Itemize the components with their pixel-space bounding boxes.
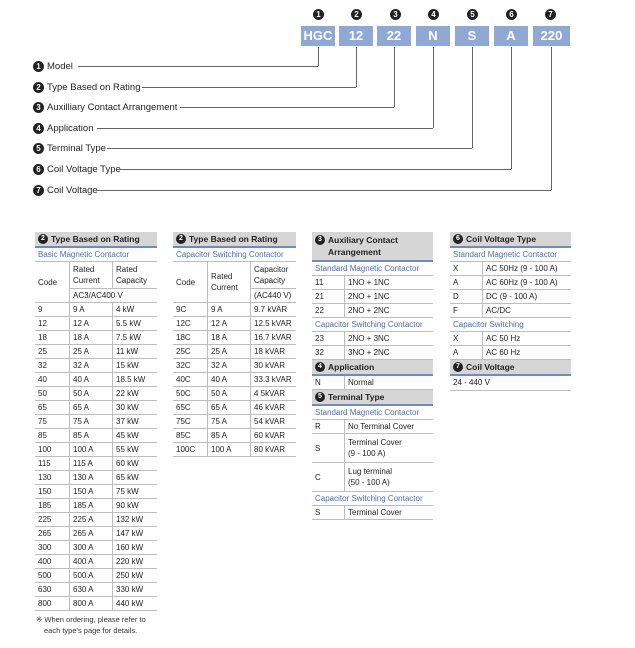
table-cell: 55 kW	[113, 443, 158, 457]
col-header: Code	[35, 262, 70, 303]
note-line: each type's page for details.	[44, 626, 138, 635]
section-bullet: 7	[453, 362, 463, 372]
legend-model	[33, 59, 73, 73]
table-cell: 32	[35, 359, 70, 373]
table-cell: 85 A	[70, 429, 113, 443]
table-cell: 32 A	[70, 359, 113, 373]
coil-voltage-value: 24 - 440 V	[450, 376, 571, 391]
code-number-3: 3	[390, 9, 401, 20]
table-cell: 150	[35, 485, 70, 499]
table-row	[450, 262, 571, 276]
table-cell: 147 kW	[113, 527, 158, 541]
table-cell: 60 kW	[113, 457, 158, 471]
table-cell: 4 5kVAR	[251, 387, 297, 401]
terminal-grid-capacitor	[312, 506, 433, 520]
table-row	[173, 373, 296, 387]
table-cell: 33.3 kVAR	[251, 373, 297, 387]
aux-subtitle-capacitor: Capacitor Switching Contactor	[312, 318, 433, 332]
table-cell: 40 A	[70, 373, 113, 387]
table-cell: 75C	[173, 415, 208, 429]
table-row	[173, 303, 296, 317]
table-cell: 32C	[173, 359, 208, 373]
table-cell: 130	[35, 471, 70, 485]
table-row	[35, 317, 157, 331]
legend-bullet: 7	[33, 185, 44, 196]
table-cell: 18 A	[208, 331, 251, 345]
connector-line	[180, 107, 394, 108]
table-cell: Normal	[345, 376, 434, 390]
table-row	[35, 597, 157, 611]
code-segment-model: HGC	[301, 26, 335, 46]
cell-line: (9 - 100 A)	[348, 449, 386, 458]
table-cell: 21	[312, 290, 345, 304]
legend-label: Coil Voltage	[47, 184, 98, 196]
table-cell: 250 kW	[113, 569, 158, 583]
connector-line	[120, 169, 511, 170]
table-cell: 75	[35, 415, 70, 429]
table-cell: 65C	[173, 401, 208, 415]
table-cell: 46 kVAR	[251, 401, 297, 415]
table-row	[312, 332, 433, 346]
table-cell: 85 A	[208, 429, 251, 443]
table-cell: 9	[35, 303, 70, 317]
table-row	[35, 555, 157, 569]
legend-bullet: 1	[33, 61, 44, 72]
table-header-row	[173, 262, 296, 289]
table-cell: S	[312, 506, 345, 520]
table-cell: 225	[35, 513, 70, 527]
terminal-subtitle-capacitor: Capacitor Switching Contactor	[312, 492, 433, 506]
table-cell: 115 A	[70, 457, 113, 471]
col-header: Capacitor Capacity	[251, 262, 297, 289]
code-segment-coil-type: A	[494, 26, 528, 46]
table-row	[312, 304, 433, 318]
table-cell: AC 50 Hz	[483, 332, 572, 346]
terminal-grid-standard	[312, 420, 433, 492]
table-cell: 45 kW	[113, 429, 158, 443]
legend-label: Model	[47, 60, 73, 72]
table-cell: 115	[35, 457, 70, 471]
application-grid	[312, 376, 433, 390]
table-row	[312, 290, 433, 304]
table-row	[35, 527, 157, 541]
table-cell: 7.5 kW	[113, 331, 158, 345]
connector-line	[511, 47, 512, 169]
table-cell: 30 kW	[113, 401, 158, 415]
table-cell: 40	[35, 373, 70, 387]
table-cell: R	[312, 420, 345, 434]
table-cell: 12.5 kVAR	[251, 317, 297, 331]
section-bullet: 5	[315, 392, 325, 402]
table-cell: 22	[312, 304, 345, 318]
connector-line	[356, 47, 357, 87]
table-row	[173, 387, 296, 401]
table-cell: 330 kW	[113, 583, 158, 597]
connector-line	[142, 87, 356, 88]
aux-subtitle-standard: Standard Magnetic Contactor	[312, 262, 433, 276]
table-cell: 75 A	[70, 415, 113, 429]
table-cell: 100	[35, 443, 70, 457]
table-cell: 65	[35, 401, 70, 415]
table-cell: 18	[35, 331, 70, 345]
connector-line	[433, 47, 434, 128]
terminal-header	[312, 390, 433, 406]
table-row	[35, 443, 157, 457]
table-cell: 65 A	[70, 401, 113, 415]
col-header: Code	[173, 262, 208, 303]
rating-capacitor-subtitle: Capacitor Switching Contactor	[173, 248, 296, 262]
table-row	[173, 317, 296, 331]
table-cell: 85C	[173, 429, 208, 443]
connector-line	[97, 190, 551, 191]
coil-table	[450, 232, 571, 391]
table-cell: 9 A	[70, 303, 113, 317]
table-cell	[345, 463, 434, 492]
table-cell: 15 kW	[113, 359, 158, 373]
table-row	[35, 359, 157, 373]
legend-label: Terminal Type	[47, 142, 106, 154]
section-title: Type Based on Rating	[189, 234, 278, 244]
section-bullet: 3	[315, 235, 325, 245]
table-cell: AC 60Hz (9 - 100 A)	[483, 276, 572, 290]
legend-application	[33, 121, 93, 135]
table-cell: 400	[35, 555, 70, 569]
rating-capacitor-header	[173, 232, 296, 248]
table-cell: 100 A	[208, 443, 251, 457]
table-cell: 4 kW	[113, 303, 158, 317]
table-cell: 65 kW	[113, 471, 158, 485]
col-header: Rated Current	[70, 262, 113, 289]
cell-line: (50 - 100 A)	[348, 478, 390, 487]
table-cell: 5.5 kW	[113, 317, 158, 331]
table-cell: 32 A	[208, 359, 251, 373]
table-cell: 500 A	[70, 569, 113, 583]
table-cell: 37 kW	[113, 415, 158, 429]
table-row	[35, 541, 157, 555]
code-number-4: 4	[428, 9, 439, 20]
table-cell: 18 A	[70, 331, 113, 345]
table-cell: AC/DC	[483, 304, 572, 318]
table-header-row	[35, 262, 157, 289]
coil-voltage-header	[450, 360, 571, 376]
table-cell: 12C	[173, 317, 208, 331]
legend-label: Coil Voltage Type	[47, 163, 121, 175]
col-header: (AC440 V)	[251, 289, 297, 303]
aux-grid-standard	[312, 276, 433, 318]
connector-line	[318, 47, 319, 66]
table-cell: 12 A	[70, 317, 113, 331]
table-cell: 12	[35, 317, 70, 331]
legend-terminal	[33, 141, 106, 155]
table-cell: 100 A	[70, 443, 113, 457]
table-row	[312, 463, 433, 492]
connector-line	[394, 47, 395, 107]
table-cell: 185 A	[70, 499, 113, 513]
terminal-subtitle-standard: Standard Magnetic Contactor	[312, 406, 433, 420]
table-cell: Terminal Cover	[345, 506, 434, 520]
table-row	[35, 387, 157, 401]
connector-line	[107, 148, 472, 149]
legend-label: Application	[47, 122, 94, 134]
table-row	[173, 415, 296, 429]
legend-bullet: 4	[33, 123, 44, 134]
table-row	[173, 443, 296, 457]
code-segment-aux: 22	[377, 26, 411, 46]
table-row	[450, 304, 571, 318]
table-cell: D	[450, 290, 483, 304]
cell-line: Lug terminal	[348, 467, 393, 476]
legend-bullet: 2	[33, 82, 44, 93]
rating-capacitor-table	[173, 232, 296, 457]
table-cell: 75 A	[208, 415, 251, 429]
cell-line: Terminal Cover	[348, 438, 402, 447]
table-cell: X	[450, 332, 483, 346]
connector-line	[97, 128, 433, 129]
table-cell: S	[312, 434, 345, 463]
table-cell: 16.7 kVAR	[251, 331, 297, 345]
note-line: ※ When ordering, please refer to	[36, 615, 146, 624]
code-segment-terminal: S	[455, 26, 489, 46]
table-row	[35, 513, 157, 527]
col-header: Rated Capacity	[113, 262, 158, 289]
table-cell: 130 A	[70, 471, 113, 485]
table-cell: 300	[35, 541, 70, 555]
table-row	[35, 583, 157, 597]
table-cell: 11 kW	[113, 345, 158, 359]
code-number-6: 6	[506, 9, 517, 20]
table-cell: 80 kVAR	[251, 443, 297, 457]
table-cell: 25C	[173, 345, 208, 359]
table-cell: 54 kVAR	[251, 415, 297, 429]
table-cell: DC (9 - 100 A)	[483, 290, 572, 304]
table-cell: 65 A	[208, 401, 251, 415]
table-cell: 300 A	[70, 541, 113, 555]
table-cell: 500	[35, 569, 70, 583]
coil-type-subtitle-standard: Standard Magnetic Contactor	[450, 248, 571, 262]
legend-label: Auxilliary Contact Arrangement	[47, 101, 178, 113]
table-cell: 18C	[173, 331, 208, 345]
coil-type-subtitle-capacitor: Capacitor Switching	[450, 318, 571, 332]
table-cell: 800	[35, 597, 70, 611]
legend-coil-type	[33, 162, 121, 176]
section-title: Type Based on Rating	[51, 234, 140, 244]
table-cell: 9C	[173, 303, 208, 317]
table-cell: 11	[312, 276, 345, 290]
table-cell: 3NO + 2NC	[345, 346, 434, 360]
table-cell: 440 kW	[113, 597, 158, 611]
table-row	[35, 345, 157, 359]
table-cell: 18 kVAR	[251, 345, 297, 359]
coil-type-grid-capacitor	[450, 332, 571, 360]
section-bullet: 6	[453, 234, 463, 244]
section-title: Terminal Type	[328, 392, 385, 402]
section-bullet: 2	[176, 234, 186, 244]
table-row	[35, 401, 157, 415]
table-row	[173, 429, 296, 443]
table-cell: 25	[35, 345, 70, 359]
coil-type-header	[450, 232, 571, 248]
application-header	[312, 360, 433, 376]
table-cell: 90 kW	[113, 499, 158, 513]
table-row	[35, 331, 157, 345]
code-segment-rating: 12	[339, 26, 373, 46]
table-cell: 25 A	[208, 345, 251, 359]
table-cell: 2NO + 3NC	[345, 332, 434, 346]
aux-table	[312, 232, 433, 520]
table-cell: 23	[312, 332, 345, 346]
table-cell: 9.7 kVAR	[251, 303, 297, 317]
table-cell: F	[450, 304, 483, 318]
connector-line	[472, 47, 473, 148]
table-cell: 75 kW	[113, 485, 158, 499]
legend-coil-voltage	[33, 183, 98, 197]
table-row	[450, 290, 571, 304]
table-row	[450, 346, 571, 360]
aux-header	[312, 232, 433, 262]
table-cell: 40C	[173, 373, 208, 387]
table-cell: 22 kW	[113, 387, 158, 401]
table-row	[312, 434, 433, 463]
connector-line	[551, 47, 552, 190]
table-cell: A	[450, 276, 483, 290]
table-cell: 30 kVAR	[251, 359, 297, 373]
legend-aux	[33, 100, 177, 114]
table-cell: 9 A	[208, 303, 251, 317]
table-row	[35, 471, 157, 485]
table-cell: 1NO + 1NC	[345, 276, 434, 290]
table-row	[173, 401, 296, 415]
code-segment-coil-voltage: 220	[533, 26, 570, 46]
table-row	[35, 373, 157, 387]
table-row	[35, 499, 157, 513]
table-row	[450, 276, 571, 290]
table-cell: C	[312, 463, 345, 492]
table-row	[35, 415, 157, 429]
table-cell	[345, 434, 434, 463]
section-bullet: 4	[315, 362, 325, 372]
table-row	[312, 420, 433, 434]
section-title: Coil Voltage	[466, 362, 515, 372]
table-row	[312, 506, 433, 520]
rating-basic-header	[35, 232, 157, 248]
table-row	[312, 376, 433, 390]
table-cell: 12 A	[208, 317, 251, 331]
table-cell: 18.5 kW	[113, 373, 158, 387]
legend-rating	[33, 80, 140, 94]
table-cell: 265	[35, 527, 70, 541]
legend-label: Type Based on Rating	[47, 81, 141, 93]
table-cell: 40 A	[208, 373, 251, 387]
table-cell: 32	[312, 346, 345, 360]
table-cell: 50 A	[70, 387, 113, 401]
rating-basic-grid	[35, 262, 157, 611]
rating-capacitor-grid	[173, 262, 296, 457]
table-row	[450, 332, 571, 346]
section-title: Auxiliary Contact Arrangement	[328, 235, 398, 257]
table-cell: AC 50Hz (9 - 100 A)	[483, 262, 572, 276]
table-cell: 25 A	[70, 345, 113, 359]
table-cell: 630	[35, 583, 70, 597]
table-cell: 50	[35, 387, 70, 401]
table-cell: No Terminal Cover	[345, 420, 434, 434]
col-header: AC3/AC400 V	[70, 289, 158, 303]
table-cell: 2NO + 2NC	[345, 304, 434, 318]
rating-basic-table	[35, 232, 157, 611]
table-cell: 630 A	[70, 583, 113, 597]
table-row	[35, 457, 157, 471]
connector-line	[78, 66, 318, 67]
code-number-7: 7	[545, 9, 556, 20]
col-header: Rated Current	[208, 262, 251, 303]
table-row	[173, 345, 296, 359]
table-row	[312, 276, 433, 290]
table-cell: 225 A	[70, 513, 113, 527]
table-row	[312, 346, 433, 360]
table-row	[173, 359, 296, 373]
code-number-2: 2	[351, 9, 362, 20]
table-cell: 185	[35, 499, 70, 513]
table-cell: 60 kVAR	[251, 429, 297, 443]
table-row	[35, 303, 157, 317]
table-cell: X	[450, 262, 483, 276]
ordering-note	[36, 614, 146, 636]
section-bullet: 2	[38, 234, 48, 244]
legend-bullet: 3	[33, 102, 44, 113]
table-row	[173, 331, 296, 345]
code-segment-application: N	[416, 26, 450, 46]
table-cell: AC 60 Hz	[483, 346, 572, 360]
table-cell: 150 A	[70, 485, 113, 499]
table-cell: 800 A	[70, 597, 113, 611]
rating-basic-subtitle: Basic Magnetic Contactor	[35, 248, 157, 262]
legend-bullet: 6	[33, 164, 44, 175]
section-title: Coil Voltage Type	[466, 234, 537, 244]
coil-type-grid-standard	[450, 262, 571, 318]
table-cell: 50 A	[208, 387, 251, 401]
table-cell: 220 kW	[113, 555, 158, 569]
code-number-1: 1	[313, 9, 324, 20]
table-cell: 85	[35, 429, 70, 443]
table-row	[35, 429, 157, 443]
table-cell: 400 A	[70, 555, 113, 569]
table-cell: 132 kW	[113, 513, 158, 527]
table-cell: N	[312, 376, 345, 390]
aux-grid-capacitor	[312, 332, 433, 360]
table-cell: A	[450, 346, 483, 360]
table-cell: 100C	[173, 443, 208, 457]
table-cell: 265 A	[70, 527, 113, 541]
legend-bullet: 5	[33, 143, 44, 154]
code-number-5: 5	[467, 9, 478, 20]
table-row	[35, 485, 157, 499]
table-row	[35, 569, 157, 583]
table-cell: 2NO + 1NC	[345, 290, 434, 304]
table-cell: 50C	[173, 387, 208, 401]
section-title: Application	[328, 362, 375, 372]
table-cell: 160 kW	[113, 541, 158, 555]
